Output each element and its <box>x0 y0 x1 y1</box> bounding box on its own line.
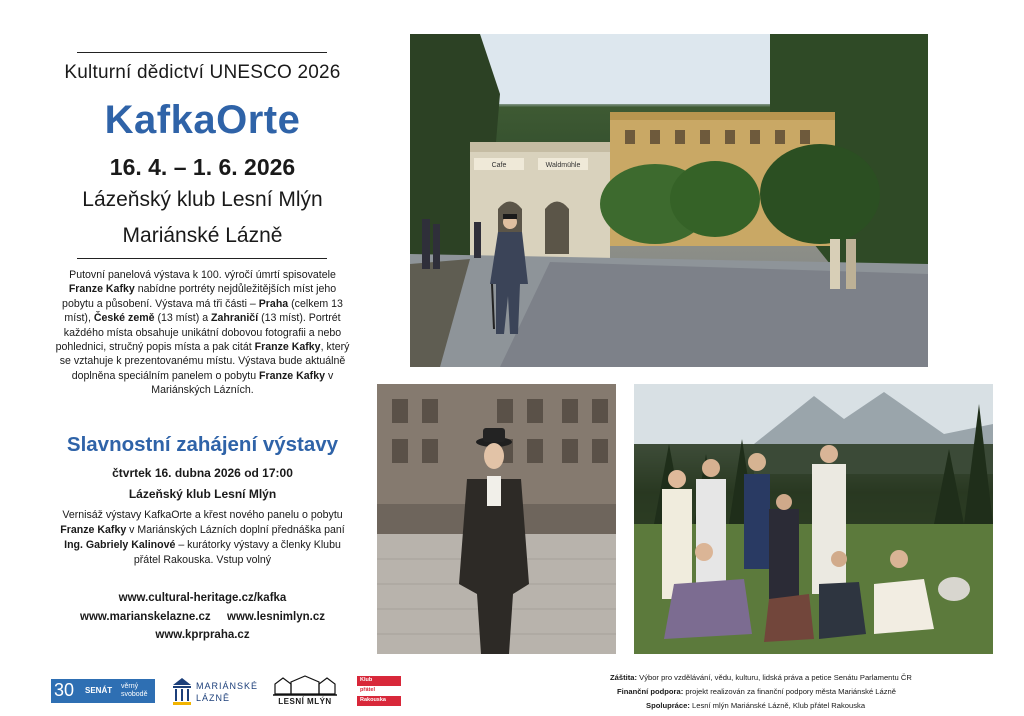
footer-cooperation: Spolupráce: Lesní mlýn Mariánské Lázně, Klub přátel Rakouska <box>646 701 866 710</box>
senat-logo-motto: věrný svobodě <box>121 683 148 698</box>
group-mountains-photo <box>634 384 993 654</box>
klub-pratel-rakouska-logo <box>357 676 401 706</box>
exhibition-title: KafkaOrte <box>104 98 301 142</box>
link-lesnimlyn[interactable]: www.lesnimlyn.cz <box>227 611 325 623</box>
kafka-street-photo <box>377 384 616 654</box>
group-mountains-illustration <box>634 384 993 654</box>
senat-logo <box>51 679 155 703</box>
link-cultural-heritage[interactable]: www.cultural-heritage.cz/kafka <box>118 592 287 604</box>
cafe-sign: Cafe <box>491 162 507 169</box>
spa-promenade-illustration <box>410 34 928 367</box>
ml-logo-line1: MARIÁNSKÉ <box>196 681 259 691</box>
spa-promenade-photo <box>410 34 928 367</box>
venue-name: Lázeňský klub Lesní Mlýn <box>82 188 323 211</box>
senat-logo-name: SENÁT <box>85 686 113 695</box>
link-marianskelazne[interactable]: www.marianskelazne.cz <box>80 611 211 623</box>
middle-divider <box>77 258 327 259</box>
top-divider <box>77 52 327 53</box>
waldmuhle-sign: Waldmühle <box>545 162 581 169</box>
lesni-mlyn-logo-text: LESNÍ MLÝN <box>278 697 332 706</box>
klub-logo-line3: Rakouska <box>360 697 386 703</box>
venue-town: Mariánské Lázně <box>122 224 283 247</box>
klub-logo-line1: Klub <box>360 677 373 683</box>
link-kprpraha[interactable]: www.kprpraha.cz <box>155 629 250 641</box>
opening-paragraph: Vernisáž výstavy KafkaOrte a křest nového panelu o pobytu Franze Kafky v Mariánských Lázních doplní přednáška paní Ing. Gabriely Kalinové – kurátorky výstavy a členky Klubu přátel Rakouska. Vstup volný <box>60 509 345 566</box>
lesni-mlyn-logo <box>273 674 337 708</box>
footer-funding: Finanční podpora: projekt realizován za finanční podpory města Mariánské Lázně <box>617 687 896 696</box>
marianske-lazne-logo <box>171 677 261 707</box>
colonnade-icon <box>171 677 193 707</box>
kafka-street-illustration <box>377 384 616 654</box>
ml-logo-line2: LÁZNĚ <box>196 693 231 703</box>
opening-heading: Slavnostní zahájení výstavy <box>66 433 339 456</box>
opening-date: čtvrtek 16. dubna 2026 od 17:00 <box>112 466 293 480</box>
senat-logo-number: 30 <box>54 680 75 700</box>
footer-patronage: Záštita: Výbor pro vzdělávání, vědu, kulturu, lidská práva a petice Senátu Parlamentu ČR <box>610 673 912 682</box>
exhibition-dates: 16. 4. – 1. 6. 2026 <box>109 154 296 180</box>
klub-logo-line2: přátel <box>360 687 375 693</box>
intro-paragraph: Putovní panelová výstava k 100. výročí úmrtí spisovatele Franze Kafky nabídne portréty nejdůležitějších míst jeho pobytu a působení. Výstava má tři části – Praha (celkem 13 míst), České země (13 míst) a Zahraničí (13 míst). Portrét každého místa obsahuje unikátní dobovou fotografii a nebo pohlednici, stručný popis místa a pak citát Franze Kafky, který se vztahuje k prezentovanému místu. Výstava bude aktuálně doplněna speciálním panelem o pobytu Franze Kafky v Mariánských Lázních. <box>55 269 350 397</box>
event-heading: Kulturní dědictví UNESCO 2026 <box>64 62 341 83</box>
opening-venue: Lázeňský klub Lesní Mlýn <box>128 487 277 501</box>
lesni-mlyn-building-icon <box>273 674 337 696</box>
